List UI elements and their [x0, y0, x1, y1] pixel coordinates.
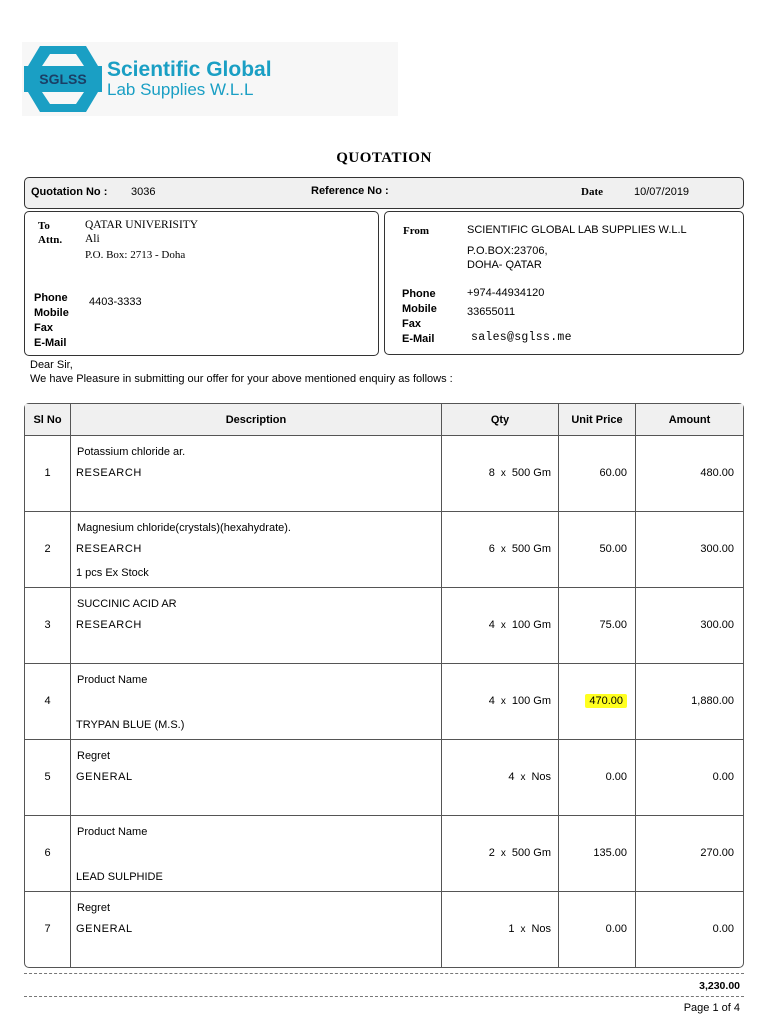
from-email-value: sales@sglss.me — [471, 331, 572, 344]
amount-cell — [636, 436, 743, 511]
to-fax-label: Fax — [34, 322, 53, 334]
item-note: LEAD SULPHIDE — [76, 871, 163, 883]
unit-price-cell — [559, 816, 636, 891]
item-name: Regret — [77, 902, 111, 914]
item-category: RESEARCH — [76, 467, 142, 479]
quotation-no-label: Quotation No : — [31, 186, 108, 198]
document-title: QUOTATION — [336, 150, 432, 166]
qty-unit: 500 Gm — [511, 467, 551, 479]
qty-unit: 100 Gm — [511, 695, 551, 707]
separator-line — [24, 973, 744, 974]
grand-total: 3,230.00 — [699, 980, 740, 992]
logo-abbr: SGLSS — [39, 71, 87, 87]
amount: 300.00 — [700, 619, 734, 631]
qty-value: 1 — [508, 923, 515, 935]
description-cell — [71, 588, 442, 663]
qty-unit: Nos — [531, 923, 551, 935]
from-name: SCIENTIFIC GLOBAL LAB SUPPLIES W.L.L — [467, 224, 687, 236]
amount: 0.00 — [712, 771, 734, 783]
header-unit-price: Unit Price — [559, 404, 636, 435]
qty-cell — [442, 740, 559, 815]
header-amount: Amount — [668, 413, 711, 426]
amount: 0.00 — [712, 923, 734, 935]
quotation-no-value: 3036 — [131, 186, 156, 198]
sl-no-cell — [25, 664, 71, 739]
qty-value: 6 — [488, 543, 495, 555]
table-row — [25, 512, 743, 588]
qty-cell — [442, 588, 559, 663]
description-cell — [71, 512, 442, 587]
sl-no: 3 — [44, 619, 51, 631]
company-name-line2: Lab Supplies W.L.L — [107, 80, 254, 99]
qty-value: 4 — [488, 619, 495, 631]
sl-no-cell — [25, 512, 71, 587]
qty-cell — [442, 816, 559, 891]
item-name: Potassium chloride ar. — [77, 446, 186, 458]
sl-no-cell — [25, 816, 71, 891]
company-name-line1: Scientific Global — [107, 58, 272, 81]
sglss-logo-icon — [22, 44, 104, 114]
table-row — [25, 740, 743, 816]
attn-name: Ali — [85, 233, 100, 245]
amount: 1,880.00 — [691, 695, 734, 707]
intro-text: We have Pleasure in submitting our offer for your above mentioned enquiry as follows : — [30, 373, 453, 385]
description-cell — [71, 892, 442, 967]
amount-cell — [636, 740, 743, 815]
unit-price-cell — [559, 436, 636, 511]
table-header — [25, 404, 743, 436]
to-address-box — [24, 211, 379, 356]
unit-price-cell — [559, 512, 636, 587]
amount: 270.00 — [700, 847, 734, 859]
sl-no: 4 — [44, 695, 51, 707]
header-description: Description — [71, 404, 442, 435]
description-cell — [71, 436, 442, 511]
to-email-label: E-Mail — [34, 337, 67, 349]
qty-unit: 100 Gm — [511, 619, 551, 631]
attn-label: Attn. — [38, 234, 63, 246]
to-name: QATAR UNIVERISITY — [85, 219, 199, 231]
sl-no: 2 — [44, 543, 51, 555]
header-sl-no: Sl No — [25, 404, 71, 435]
amount-cell — [636, 816, 743, 891]
reference-bar — [24, 177, 744, 209]
to-phone-label: Phone — [34, 292, 68, 304]
from-address-line2: DOHA- QATAR — [467, 259, 542, 271]
to-address: P.O. Box: 2713 - Doha — [85, 249, 186, 261]
date-value: 10/07/2019 — [634, 186, 690, 198]
qty-cell — [442, 892, 559, 967]
qty-unit: 500 Gm — [511, 847, 551, 859]
from-mobile-label: Mobile — [402, 303, 437, 315]
amount-cell — [636, 664, 743, 739]
item-name: Product Name — [77, 674, 148, 686]
amount: 300.00 — [700, 543, 734, 555]
qty-value: 4 — [488, 695, 495, 707]
company-logo — [22, 42, 398, 116]
item-name: Regret — [77, 750, 111, 762]
item-category: RESEARCH — [76, 543, 142, 555]
to-phone-value: 4403-3333 — [89, 296, 142, 308]
from-phone-value: +974-44934120 — [467, 287, 545, 299]
unit-price: 0.00 — [605, 923, 627, 935]
table-row — [25, 816, 743, 892]
item-name: SUCCINIC ACID AR — [77, 598, 177, 610]
sl-no-cell — [25, 436, 71, 511]
from-address-box — [384, 211, 744, 355]
unit-price-cell — [559, 588, 636, 663]
page-number: Page 1 of 4 — [683, 1002, 740, 1014]
from-fax-label: Fax — [402, 318, 421, 330]
times-symbol: x — [520, 924, 526, 935]
from-email-label: E-Mail — [402, 333, 435, 345]
amount: 480.00 — [700, 467, 734, 479]
item-note: 1 pcs Ex Stock — [76, 567, 149, 579]
from-address-line1: P.O.BOX:23706, — [467, 245, 548, 257]
from-mobile-value: 33655011 — [467, 306, 516, 318]
qty-value: 4 — [508, 771, 515, 783]
times-symbol: x — [500, 696, 506, 707]
items-table — [24, 403, 744, 968]
to-mobile-label: Mobile — [34, 307, 69, 319]
greeting: Dear Sir, — [30, 359, 73, 371]
separator-line — [24, 996, 744, 997]
unit-price: 50.00 — [599, 543, 627, 555]
table-row — [25, 436, 743, 512]
sl-no: 1 — [44, 467, 51, 479]
unit-price-cell — [559, 664, 636, 739]
qty-unit: Nos — [531, 771, 551, 783]
item-category: GENERAL — [76, 923, 133, 935]
unit-price: 135.00 — [593, 847, 627, 859]
date-label: Date — [581, 186, 603, 198]
description-cell — [71, 740, 442, 815]
qty-cell — [442, 664, 559, 739]
amount-cell — [636, 512, 743, 587]
from-label: From — [403, 225, 430, 237]
from-phone-label: Phone — [402, 288, 436, 300]
qty-cell — [442, 436, 559, 511]
times-symbol: x — [520, 772, 526, 783]
item-name: Magnesium chloride(crystals)(hexahydrate). — [77, 522, 291, 534]
unit-price: 470.00 — [585, 694, 627, 708]
item-name: Product Name — [77, 826, 148, 838]
times-symbol: x — [500, 468, 506, 479]
sl-no: 6 — [44, 847, 51, 859]
table-row — [25, 892, 743, 967]
reference-no-label: Reference No : — [311, 185, 389, 197]
description-cell — [71, 816, 442, 891]
unit-price-cell — [559, 740, 636, 815]
header-qty: Qty — [442, 404, 559, 435]
sl-no: 5 — [44, 771, 51, 783]
sl-no-cell — [25, 740, 71, 815]
amount-cell — [636, 588, 743, 663]
table-row — [25, 664, 743, 740]
sl-no: 7 — [44, 923, 51, 935]
qty-unit: 500 Gm — [511, 543, 551, 555]
times-symbol: x — [500, 848, 506, 859]
times-symbol: x — [500, 544, 506, 555]
item-category: RESEARCH — [76, 619, 142, 631]
unit-price-cell — [559, 892, 636, 967]
sl-no-cell — [25, 588, 71, 663]
item-category: GENERAL — [76, 771, 133, 783]
description-cell — [71, 664, 442, 739]
table-row — [25, 588, 743, 664]
amount-cell — [636, 892, 743, 967]
qty-cell — [442, 512, 559, 587]
unit-price: 0.00 — [605, 771, 627, 783]
sl-no-cell — [25, 892, 71, 967]
unit-price: 60.00 — [599, 467, 627, 479]
qty-value: 8 — [488, 467, 495, 479]
times-symbol: x — [500, 620, 506, 631]
qty-value: 2 — [488, 847, 495, 859]
item-note: TRYPAN BLUE (M.S.) — [76, 719, 185, 731]
unit-price: 75.00 — [599, 619, 627, 631]
to-label: To — [38, 220, 50, 232]
